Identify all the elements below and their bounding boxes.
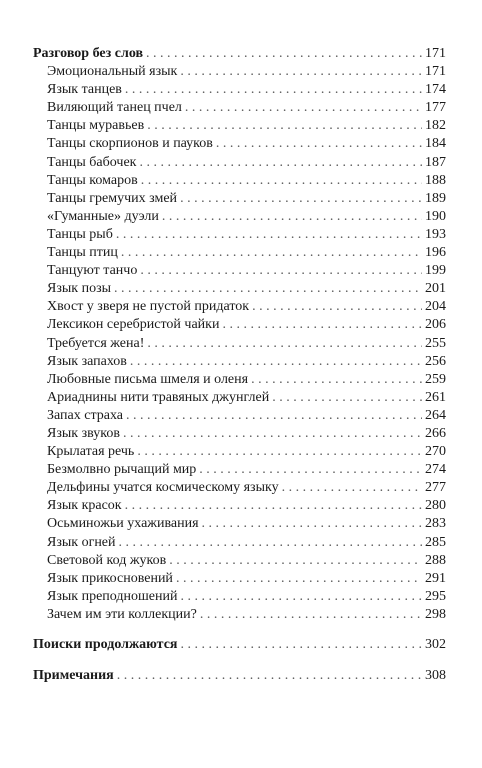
toc-entry-title: Язык позы	[47, 281, 112, 297]
toc-entry-title: Запах страха	[47, 407, 123, 423]
toc-entry[interactable]	[33, 497, 446, 515]
toc-entry[interactable]	[33, 226, 446, 244]
toc-page-number: 266	[425, 425, 446, 441]
toc-entry-title: Танцы скорпионов и пауков	[47, 136, 213, 152]
toc-entry-title: Танцы муравьев	[47, 118, 145, 134]
toc-entry-title: Безмолвно рычащий мир	[47, 462, 197, 478]
section-spacer	[33, 624, 446, 636]
toc-page-number: 196	[425, 245, 446, 261]
toc-entry-title: Танцуют танчо	[47, 263, 138, 279]
toc-page-number: 288	[425, 552, 446, 568]
dot-leader	[222, 316, 422, 334]
dot-leader	[202, 515, 422, 533]
toc-entry-list	[33, 63, 446, 624]
dot-leader	[119, 534, 422, 552]
dot-leader	[162, 208, 422, 226]
toc-entry-title: Требуется жена!	[47, 335, 145, 351]
toc-page-number: 308	[425, 668, 446, 684]
dot-leader	[180, 190, 422, 208]
toc-page-number: 187	[425, 154, 446, 170]
toc-entry[interactable]	[33, 588, 446, 606]
dot-leader	[141, 172, 422, 190]
toc-page-number: 259	[425, 371, 446, 387]
dot-leader	[147, 335, 422, 353]
toc-entry[interactable]	[33, 335, 446, 353]
toc-entry[interactable]	[33, 389, 446, 407]
dot-leader	[216, 135, 422, 153]
toc-page-number: 277	[425, 480, 446, 496]
dot-leader	[176, 570, 422, 588]
toc-section-title: Поиски продолжаются	[33, 637, 178, 652]
toc-page-number: 264	[425, 407, 446, 423]
toc-page-number: 184	[425, 136, 446, 152]
toc-page-number: 171	[425, 46, 446, 61]
dot-leader	[130, 353, 422, 371]
toc-entry-title: Язык огней	[47, 534, 116, 550]
toc-entry[interactable]	[33, 407, 446, 425]
toc-entry[interactable]	[33, 280, 446, 298]
toc-entry-title: Танцы бабочек	[47, 154, 137, 170]
toc-entry-title: Язык преподношений	[47, 588, 178, 604]
toc-page-number: 280	[425, 498, 446, 514]
toc-entry-title: Язык танцев	[47, 82, 122, 98]
dot-leader	[200, 606, 422, 624]
dot-leader	[126, 407, 422, 425]
dot-leader	[123, 425, 422, 443]
toc-entry-title: Световой код жуков	[47, 552, 167, 568]
toc-page-number: 291	[425, 570, 446, 586]
dot-leader	[199, 461, 422, 479]
toc-entry-title: Осьминожьи ухаживания	[47, 516, 199, 532]
dot-leader	[252, 298, 422, 316]
toc-entry-title: Зачем им эти коллекции?	[47, 606, 197, 622]
toc-page-number: 270	[425, 444, 446, 460]
toc-page-number: 206	[425, 317, 446, 333]
toc-page-number: 204	[425, 299, 446, 315]
toc-entry[interactable]	[33, 606, 446, 624]
toc-section-title: Разговор без слов	[33, 46, 144, 61]
toc-page-number: 256	[425, 353, 446, 369]
toc-page-number: 283	[425, 516, 446, 532]
toc-entry[interactable]	[33, 515, 446, 533]
dot-leader	[125, 81, 422, 99]
dot-leader	[139, 154, 422, 172]
toc-entry-title: Хвост у зверя не пустой придаток	[47, 299, 250, 315]
toc-entry-title: Дельфины учатся космическому языку	[47, 480, 279, 496]
toc-page-number: 177	[425, 100, 446, 116]
toc-entry-title: Язык красок	[47, 498, 122, 514]
toc-page-number: 193	[425, 226, 446, 242]
toc-page-number: 285	[425, 534, 446, 550]
dot-leader	[282, 479, 422, 497]
dot-leader	[114, 280, 422, 298]
dot-leader	[147, 117, 422, 135]
toc-entry[interactable]	[33, 81, 446, 99]
toc-entry[interactable]	[33, 479, 446, 497]
toc-page-number: 174	[425, 82, 446, 98]
dot-leader	[116, 226, 422, 244]
toc-entry[interactable]	[33, 244, 446, 262]
toc-entry-title: Язык прикосновений	[47, 570, 173, 586]
toc-entry-title: Язык звуков	[47, 425, 120, 441]
dot-leader	[180, 63, 422, 81]
toc-entry[interactable]	[33, 117, 446, 135]
toc-entry[interactable]	[33, 190, 446, 208]
dot-leader	[272, 389, 422, 407]
toc-page-number: 261	[425, 389, 446, 405]
toc-page-number: 171	[425, 64, 446, 80]
toc-section-heading[interactable]	[33, 667, 446, 685]
dot-leader	[117, 667, 422, 685]
dot-leader	[181, 636, 422, 654]
dot-leader	[137, 443, 422, 461]
toc-entry[interactable]	[33, 208, 446, 226]
dot-leader	[185, 99, 422, 117]
toc-page-number: 199	[425, 263, 446, 279]
toc-entry-title: Танцы гремучих змей	[47, 190, 178, 206]
toc-entry[interactable]	[33, 298, 446, 316]
toc-page-number: 189	[425, 190, 446, 206]
toc-entry[interactable]	[33, 135, 446, 153]
toc-entry-title: «Гуманные» дуэли	[47, 208, 159, 224]
toc-entry[interactable]	[33, 371, 446, 389]
dot-leader	[121, 244, 422, 262]
section-spacer	[33, 654, 446, 667]
toc-entry-title: Танцы рыб	[47, 226, 113, 242]
dot-leader	[125, 497, 422, 515]
toc-entry[interactable]	[33, 425, 446, 443]
toc-entry-title: Язык запахов	[47, 353, 127, 369]
toc-entry-title: Любовные письма шмеля и оленя	[47, 371, 249, 387]
toc-entry[interactable]	[33, 63, 446, 81]
dot-leader	[251, 371, 422, 389]
toc-section-heading[interactable]	[33, 45, 446, 63]
toc-page-number: 190	[425, 208, 446, 224]
toc-entry[interactable]	[33, 154, 446, 172]
toc-entry[interactable]	[33, 262, 446, 280]
toc-entry[interactable]	[33, 552, 446, 570]
dot-leader	[180, 588, 422, 606]
toc-entry-title: Крылатая речь	[47, 444, 135, 460]
toc-page-number: 302	[425, 637, 446, 652]
toc-entry[interactable]	[33, 461, 446, 479]
toc-entry-title: Эмоциональный язык	[47, 64, 178, 80]
toc-page-number: 255	[425, 335, 446, 351]
toc-page-number: 182	[425, 118, 446, 134]
toc-entry[interactable]	[33, 353, 446, 371]
toc-section-title: Примечания	[33, 668, 114, 684]
toc-page-number: 274	[425, 462, 446, 478]
toc-entry-title: Виляющий танец пчел	[47, 100, 182, 116]
toc-page-number: 298	[425, 606, 446, 622]
toc-entry-title: Танцы комаров	[47, 172, 138, 188]
toc-page-number: 295	[425, 588, 446, 604]
toc-entry[interactable]	[33, 172, 446, 190]
toc-page-number: 201	[425, 281, 446, 297]
dot-leader	[146, 45, 422, 63]
toc-section-heading[interactable]	[33, 636, 446, 654]
table-of-contents	[33, 45, 446, 685]
toc-entry-title: Танцы птиц	[47, 245, 118, 261]
toc-entry[interactable]	[33, 99, 446, 117]
toc-entry[interactable]	[33, 316, 446, 334]
dot-leader	[140, 262, 422, 280]
dot-leader	[169, 552, 422, 570]
toc-entry[interactable]	[33, 534, 446, 552]
toc-page-number: 188	[425, 172, 446, 188]
toc-entry[interactable]	[33, 570, 446, 588]
toc-entry-title: Ариаднины нити травяных джунглей	[47, 389, 270, 405]
toc-entry[interactable]	[33, 443, 446, 461]
toc-entry-title: Лексикон серебристой чайки	[47, 317, 220, 333]
